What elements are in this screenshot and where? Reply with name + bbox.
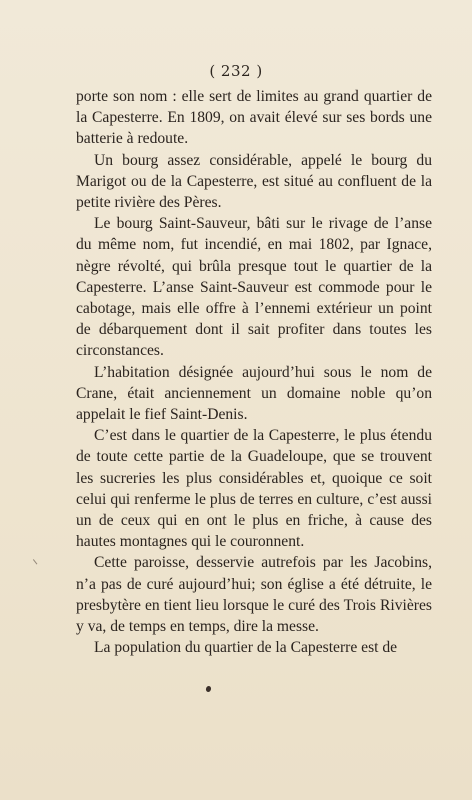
paragraph-saint-sauveur: Le bourg Saint-Sauveur, bâti sur le rivage de l’anse du même nom, fut incendié, en mai 1802, par Ignace, nègre révolté, qui brûla presque tout le quartier de la Capesterre. L’anse Saint-Sauveur est commode pour le cabotage, mais elle offre à l’ennemi extérieur un point de débarquement dont il sait profiter dans toutes les circonstances. — [76, 215, 432, 360]
margin-mark — [33, 555, 42, 564]
paragraph-habitation-crane: L’habitation désignée aujourd’hui sous le nom de Crane, était anciennement un domaine noble qu’on appelait le fief Saint-Denis. — [76, 363, 432, 424]
body-text — [76, 86, 432, 658]
paragraph-capesterre-quarter: C’est dans le quartier de la Capesterre, le plus étendu de toute cette partie de la Guadeloupe, que se trouvent les sucreries les plus considérables et, quoique ce soit celui qui renferme le plus de terres en culture, c’est aussi un de ceux qui en ont le plus en friche, à cause des hautes montagnes qui le couronnent. — [76, 427, 432, 551]
paragraph-population: La population du quartier de la Capesterre est de — [94, 639, 398, 657]
paragraph-paroisse: Cette paroisse, desservie autrefois par les Jacobins, n’a pas de curé aujourd’hui; son église a été détruite, le presbytère en tient lieu lorsque le curé des Trois Rivières y va, de temps en temps, dire la messe. — [76, 554, 432, 636]
paragraph-bourg-marigot: Un bourg assez considérable, appelé le bourg du Marigot ou de la Capesterre, est situé au confluent de la petite rivière des Pères. — [76, 151, 432, 212]
page-number: ( 232 ) — [209, 62, 263, 80]
paragraph-continuation: porte son nom : elle sert de limites au grand quartier de la Capesterre. En 1809, on avait élevé sur ses bords une batterie à redoute. — [76, 88, 432, 148]
ink-dot — [205, 685, 212, 692]
